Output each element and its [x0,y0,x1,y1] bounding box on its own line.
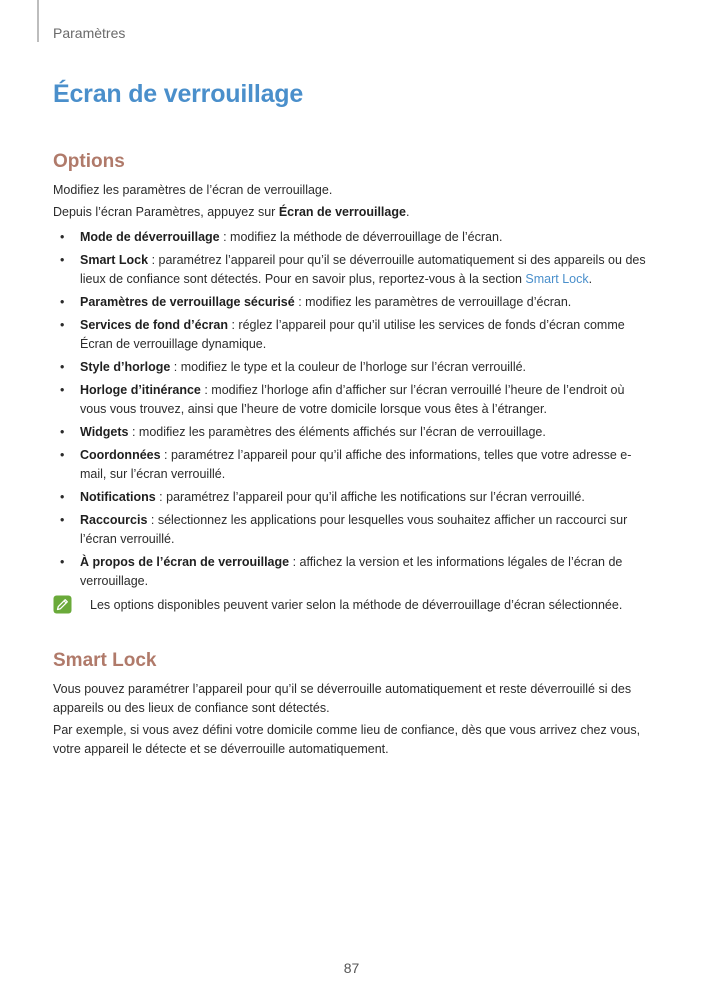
item-term: À propos de l’écran de verrouillage [80,555,290,569]
main-content [53,80,653,759]
item-desc: : paramétrez l’appareil pour qu’il affiche des informations, telles que votre adresse e-mail, sur l’écran verrouillé. [80,448,632,481]
bullet: • [60,360,65,374]
smart-lock-heading: Smart Lock [53,650,157,671]
section-label: Paramètres [53,25,126,41]
instruction-bold: Écran de verrouillage [278,205,406,219]
note-text: Les options disponibles peuvent varier selon la méthode de déverrouillage d’écran sélectionnée. [90,598,623,612]
bullet: • [60,513,65,527]
list-item [53,228,653,247]
item-desc: : paramétrez l’appareil pour qu’il affiche les notifications sur l’écran verrouillé. [155,490,585,504]
item-desc: : modifiez les paramètres des éléments affichés sur l’écran de verrouillage. [128,425,546,439]
page-title: Écran de verrouillage [53,80,304,108]
list-item [53,553,653,591]
smart-lock-paragraph: Par exemple, si vous avez défini votre domicile comme lieu de confiance, dès que vous arrivez chez vous, votre appareil le détecte et se déverrouille automatiquement. [53,723,641,756]
list-item [53,446,653,484]
item-term: Raccourcis [80,513,148,527]
item-term: Notifications [80,490,156,504]
options-instruction: Depuis l’écran Paramètres, appuyez sur Écran de verrouillage. [53,205,410,219]
note-box [53,595,653,619]
bullet: • [60,318,65,332]
bullet: • [60,230,65,244]
list-item: • Smart Lock : paramétrez l’appareil pour qu’il se déverrouille automatiquement si des appareils ou des lieux de confiance sont détectés. Pour en savoir plus, reportez-vous à la section Smart Lock. [60,253,646,286]
item-desc: : modifiez l’horloge afin d’afficher sur l’écran verrouillé l’heure de l’endroit où vous vous trouvez, ainsi que l’heure de votre domicile lorsque vous êtes à l’étranger. [80,383,625,416]
item-desc: : modifiez la méthode de déverrouillage de l’écran. [219,230,503,244]
item-desc: : modifiez les paramètres de verrouillage d’écran. [294,295,572,309]
item-term: Services de fond d’écran [80,318,228,332]
options-list [53,228,653,591]
bullet: • [60,383,65,397]
bullet: • [60,425,65,439]
item-desc: : modifiez le type et la couleur de l’horloge sur l’écran verrouillé. [170,360,527,374]
bullet: • [60,253,65,267]
item-desc: : affichez la version et les informations légales de l’écran de verrouillage. [80,555,623,588]
list-item [53,511,653,549]
bullet: • [60,490,65,504]
list-item [53,293,653,312]
list-item [53,316,653,354]
options-intro: Modifiez les paramètres de l’écran de verrouillage. [53,183,333,197]
item-term: Paramètres de verrouillage sécurisé [80,295,295,309]
bullet: • [60,555,65,569]
bullet: • [60,448,65,462]
item-term: Mode de déverrouillage [80,230,220,244]
list-item [53,358,653,377]
page-number: 87 [343,960,360,976]
bullet: • [60,295,65,309]
item-term: Horloge d’itinérance [80,383,201,397]
item-desc: : paramétrez l’appareil pour qu’il se déverrouille automatiquement si des appareils ou des lieux de confiance sont détectés. Pour en savoir plus, reportez-vous à la section [80,253,646,286]
item-term: Coordonnées [80,448,161,462]
list-item [53,488,653,507]
smart-lock-paragraph: Vous pouvez paramétrer l’appareil pour qu’il se déverrouille automatiquement et reste déverrouillé si des appareils ou des lieux de confiance sont détectés. [53,682,632,715]
header-rule [37,0,39,42]
options-heading: Options [53,151,125,172]
smart-lock-link[interactable]: Smart Lock [525,272,589,286]
item-term: Style d’horloge [80,360,171,374]
note-pencil-icon [53,595,72,614]
item-desc: : réglez l’appareil pour qu’il utilise les services de fonds d’écran comme Écran de verrouillage dynamique. [80,318,625,351]
list-item [53,381,653,419]
item-term: Smart Lock [80,253,149,267]
item-desc: : sélectionnez les applications pour lesquelles vous souhaitez afficher un raccourci sur l’écran verrouillé. [80,513,628,546]
item-term: Widgets [80,425,129,439]
list-item [53,423,653,442]
